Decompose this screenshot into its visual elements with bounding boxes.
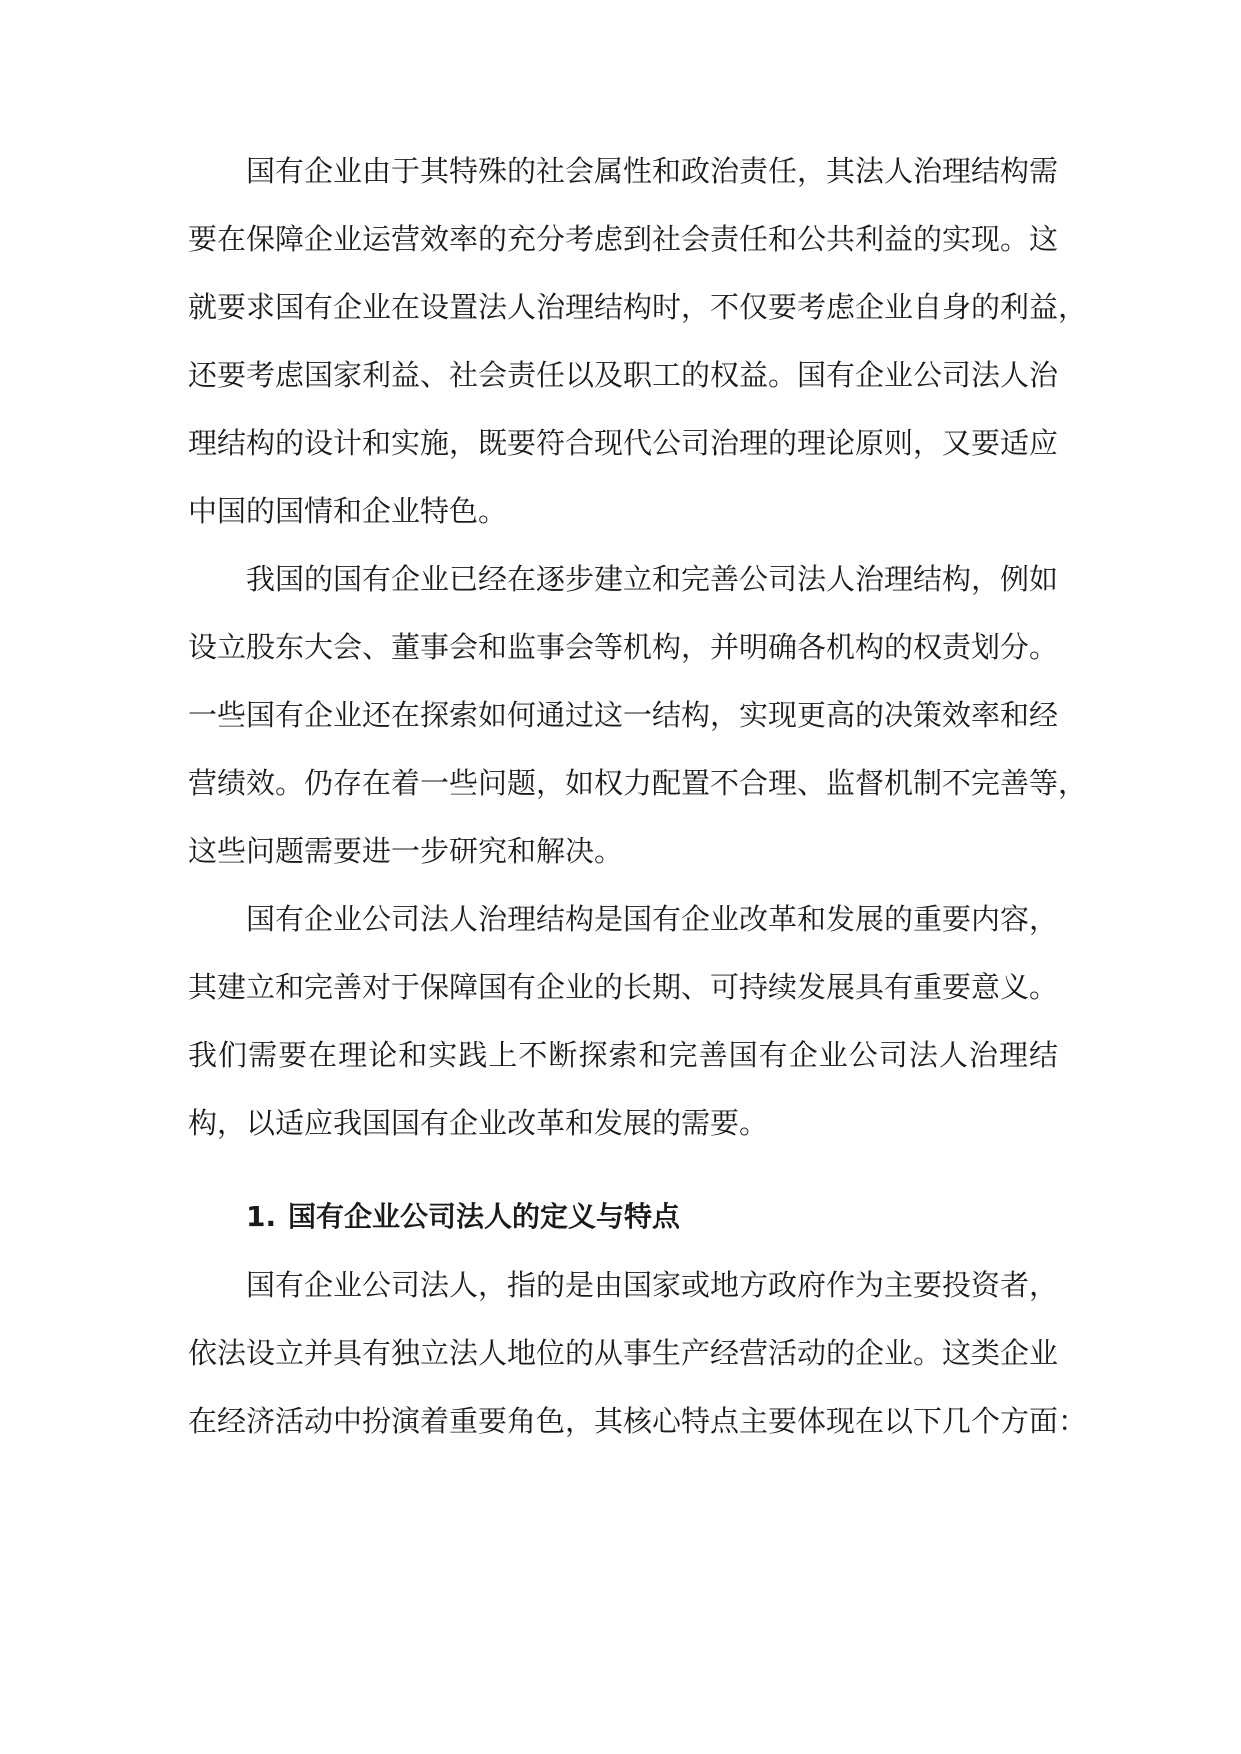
- paragraph-2: [188, 553, 1088, 893]
- paragraph-line: 营绩效。仍存在着一些问题，如权力配置不合理、监督机制不完善等，: [188, 766, 1088, 800]
- paragraph-line: 其建立和完善对于保障国有企业的长期、可持续发展具有重要意义。: [188, 970, 1059, 1004]
- section-heading: [188, 1191, 1058, 1259]
- paragraph-line: 设立股东大会、董事会和监事会等机构，并明确各机构的权责划分。: [188, 630, 1059, 664]
- document-body: [188, 145, 1088, 1463]
- paragraph-line: 就要求国有企业在设置法人治理结构时，不仅要考虑企业自身的利益，: [188, 290, 1088, 324]
- paragraph-3: [188, 893, 1058, 1165]
- paragraph-line: 依法设立并具有独立法人地位的从事生产经营活动的企业。这类企业: [188, 1336, 1059, 1370]
- paragraph-line: 还要考虑国家利益、社会责任以及职工的权益。国有企业公司法人治: [188, 358, 1059, 392]
- paragraph-line: 理结构的设计和实施，既要符合现代公司治理的理论原则，又要适应: [188, 426, 1059, 460]
- paragraph-1: [188, 145, 1088, 553]
- paragraph-line: 一些国有企业还在探索如何通过这一结构，实现更高的决策效率和经: [188, 698, 1059, 732]
- paragraph-line: 构，以适应我国国有企业改革和发展的需要。: [188, 1106, 769, 1140]
- paragraph-line: 在经济活动中扮演着重要角色，其核心特点主要体现在以下几个方面：: [188, 1404, 1088, 1438]
- paragraph-line: 国有企业公司法人治理结构是国有企业改革和发展的重要内容，: [246, 902, 1059, 936]
- section-spacer: [188, 1165, 1058, 1191]
- paragraph-line: 这些问题需要进一步研究和解决。: [188, 834, 624, 868]
- section-number: 1.: [246, 1200, 277, 1233]
- paragraph-line: 我国的国有企业已经在逐步建立和完善公司法人治理结构，例如: [246, 562, 1059, 596]
- section-paragraph: [188, 1259, 1088, 1463]
- paragraph-line: 国有企业公司法人，指的是由国家或地方政府作为主要投资者，: [246, 1268, 1059, 1302]
- paragraph-line: 我们需要在理论和实践上不断探索和完善国有企业公司法人治理结: [188, 1038, 1058, 1072]
- paragraph-line: 要在保障企业运营效率的充分考虑到社会责任和公共利益的实现。这: [188, 222, 1059, 256]
- paragraph-line: 中国的国情和企业特色。: [188, 494, 508, 528]
- section-title: 国有企业公司法人的定义与特点: [288, 1200, 681, 1233]
- paragraph-line: 国有企业由于其特殊的社会属性和政治责任，其法人治理结构需: [246, 154, 1059, 188]
